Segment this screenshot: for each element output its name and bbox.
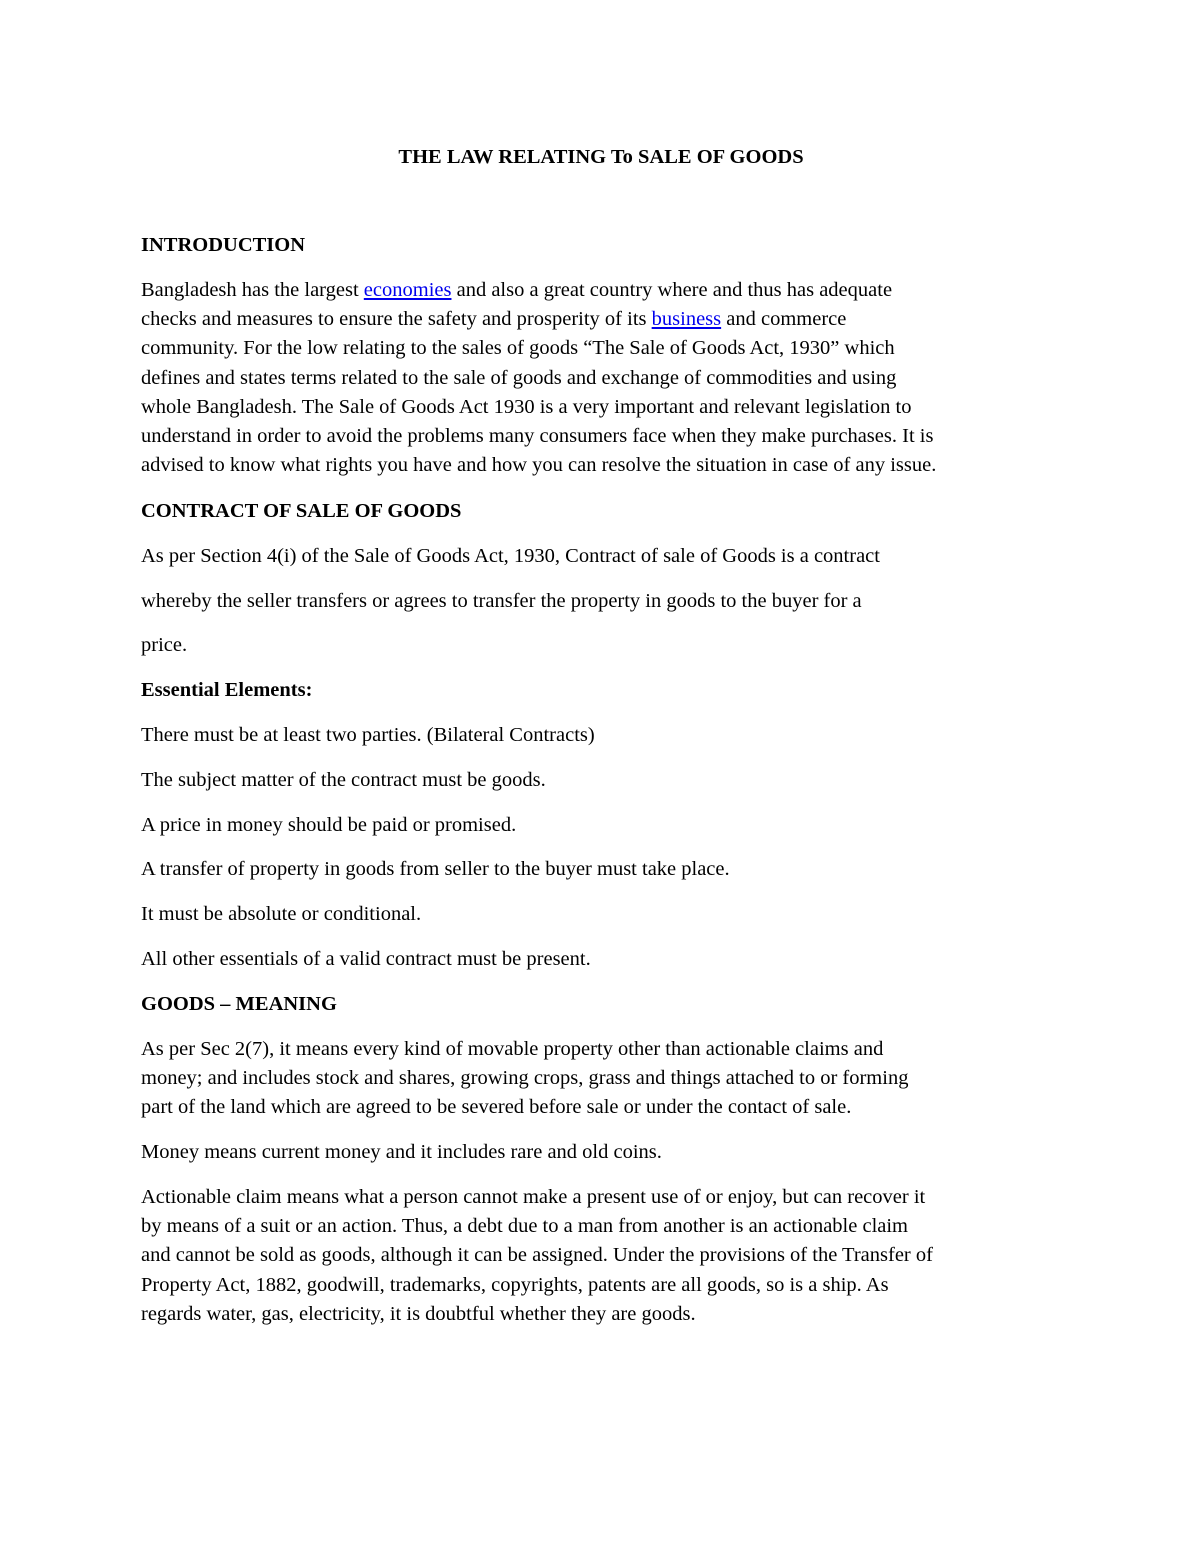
- intro-line-1-text: Bangladesh has the largest: [141, 279, 364, 301]
- intro-line-7: advised to know what rights you have and how you can resolve the situation in case of any issue.: [141, 454, 937, 477]
- goods-paragraph-2: Money means current money and it includes rare and old coins.: [141, 1141, 662, 1163]
- business-link[interactable]: business: [651, 308, 722, 331]
- intro-line-6: understand in order to avoid the problems many consumers face when they make purchases. It is: [141, 425, 934, 448]
- goods-p3-line: Property Act, 1882, goodwill, trademarks, copyrights, patents are all goods, so is a ship. As: [141, 1273, 889, 1296]
- goods-p3-line: regards water, gas, electricity, it is doubtful whether they are goods.: [141, 1302, 696, 1325]
- contract-heading: CONTRACT OF SALE OF GOODS: [141, 500, 462, 522]
- intro-line-4: defines and states terms related to the sale of goods and exchange of commodities and using: [141, 366, 897, 389]
- goods-p1-line: As per Sec 2(7), it means every kind of movable property other than actionable claims and: [141, 1038, 884, 1060]
- introduction-heading: INTRODUCTION: [141, 234, 306, 256]
- intro-line-2-rest: and commerce: [721, 308, 847, 331]
- essential-item: All other essentials of a valid contract must be present.: [141, 948, 591, 970]
- intro-line-1-rest: and also a great country where and thus has adequate: [451, 279, 893, 301]
- essentials-heading: Essential Elements:: [141, 679, 313, 701]
- contract-line-1: As per Section 4(i) of the Sale of Goods Act, 1930, Contract of sale of Goods is a contract: [141, 545, 880, 567]
- introduction-paragraph: [141, 276, 1066, 480]
- contract-line-3: price.: [141, 634, 188, 656]
- economies-link[interactable]: economies: [363, 279, 452, 301]
- goods-p3-line: Actionable claim means what a person cannot make a present use of or enjoy, but can recover it: [141, 1186, 926, 1208]
- intro-line-5: whole Bangladesh. The Sale of Goods Act 1930 is a very important and relevant legislation to: [141, 395, 912, 418]
- goods-p1-line: money; and includes stock and shares, growing crops, grass and things attached to or forming: [141, 1067, 909, 1090]
- essential-item: A transfer of property in goods from seller to the buyer must take place.: [141, 858, 730, 880]
- intro-line-2-text: checks and measures to ensure the safety and prosperity of its: [141, 308, 652, 331]
- goods-p3-line: by means of a suit or an action. Thus, a debt due to a man from another is an actionable claim: [141, 1215, 908, 1238]
- essential-item: A price in money should be paid or promised.: [141, 814, 517, 836]
- document-title: THE LAW RELATING To SALE OF GOODS: [398, 146, 804, 168]
- goods-paragraph-1: [141, 1035, 1066, 1123]
- goods-p3-line: and cannot be sold as goods, although it can be assigned. Under the provisions of the Transfer of: [141, 1244, 933, 1267]
- essential-item: It must be absolute or conditional.: [141, 903, 422, 925]
- intro-line-2: [141, 305, 1066, 334]
- essential-item: There must be at least two parties. (Bilateral Contracts): [141, 724, 595, 746]
- goods-heading: GOODS – MEANING: [141, 993, 337, 1015]
- goods-p1-line: part of the land which are agreed to be severed before sale or under the contact of sale.: [141, 1096, 852, 1119]
- essential-item: The subject matter of the contract must be goods.: [141, 769, 546, 791]
- intro-line-1: [141, 276, 1066, 305]
- intro-line-3: community. For the low relating to the sales of goods “The Sale of Goods Act, 1930” which: [141, 337, 895, 360]
- goods-paragraph-3: [141, 1183, 1066, 1329]
- contract-line-2: whereby the seller transfers or agrees to transfer the property in goods to the buyer for a: [141, 590, 862, 612]
